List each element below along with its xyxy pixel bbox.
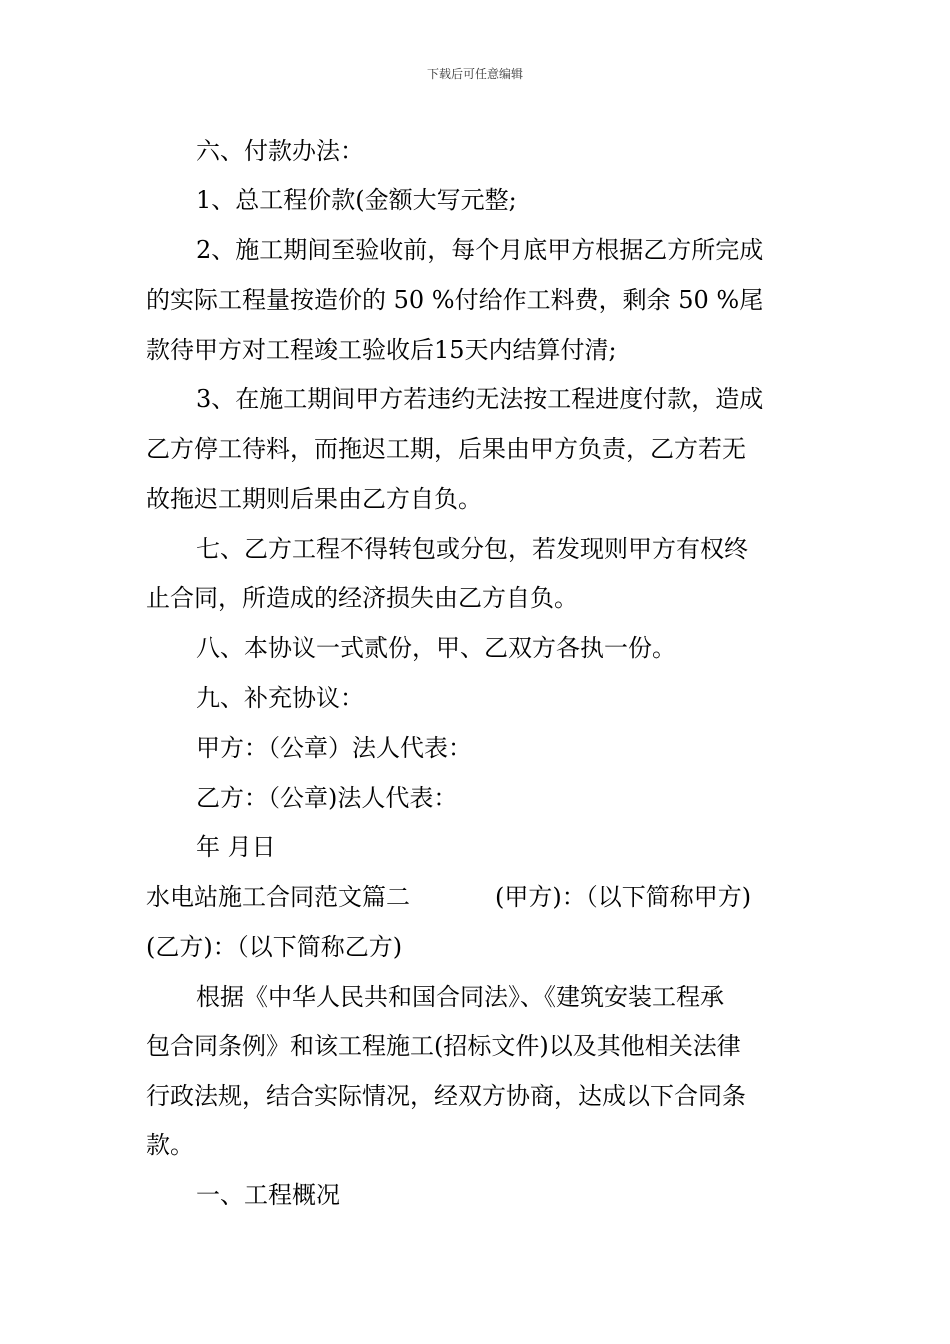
page-header-note: 下载后可任意编辑: [426, 67, 523, 81]
signature-date: 年 月日: [196, 833, 276, 861]
paragraph-line: 款待甲方对工程竣工验收后15天内结算付清;: [146, 336, 617, 364]
party-a-definition: (甲方)：（以下简称甲方): [495, 883, 752, 911]
paragraph-line: 故拖迟工期则后果由乙方自负。: [146, 485, 482, 513]
paragraph-line: 1、总工程价款(金额大写元整;: [196, 186, 517, 214]
paragraph-line: 七、乙方工程不得转包或分包，若发现则甲方有权终: [196, 535, 748, 563]
paragraph-line: 3、在施工期间甲方若违约无法按工程进度付款，造成: [196, 385, 764, 413]
paragraph-line: 八、本协议一式贰份，甲、乙双方各执一份。: [196, 634, 676, 662]
paragraph-line: 止合同，所造成的经济损失由乙方自负。: [146, 584, 578, 612]
paragraph-line: 根据《中华人民共和国合同法》、《建筑安装工程承: [196, 983, 724, 1011]
document-title-part-two: 水电站施工合同范文篇二: [146, 883, 410, 911]
paragraph-line: 包合同条例》和该工程施工(招标文件)以及其他相关法律: [146, 1032, 741, 1060]
section-heading-overview: 一、工程概况: [196, 1181, 340, 1209]
paragraph-line: 乙方停工待料，而拖迟工期，后果由甲方负责，乙方若无: [146, 435, 746, 463]
signature-party-a: 甲方：（公章）法人代表：: [196, 734, 472, 762]
paragraph-line: 2、施工期间至验收前，每个月底甲方根据乙方所完成: [196, 236, 764, 264]
section-heading-payment: 六、付款办法：: [196, 137, 364, 165]
signature-party-b: 乙方：（公章)法人代表：: [196, 784, 458, 812]
paragraph-line: 行政法规，结合实际情况，经双方协商，达成以下合同条: [146, 1082, 746, 1110]
party-b-definition: (乙方)：（以下简称乙方): [146, 933, 403, 961]
paragraph-line: 的实际工程量按造价的 50 %付给作工料费，剩余 50 %尾: [146, 286, 764, 314]
paragraph-line: 款。: [146, 1131, 194, 1159]
section-heading-supplement: 九、补充协议：: [196, 684, 364, 712]
